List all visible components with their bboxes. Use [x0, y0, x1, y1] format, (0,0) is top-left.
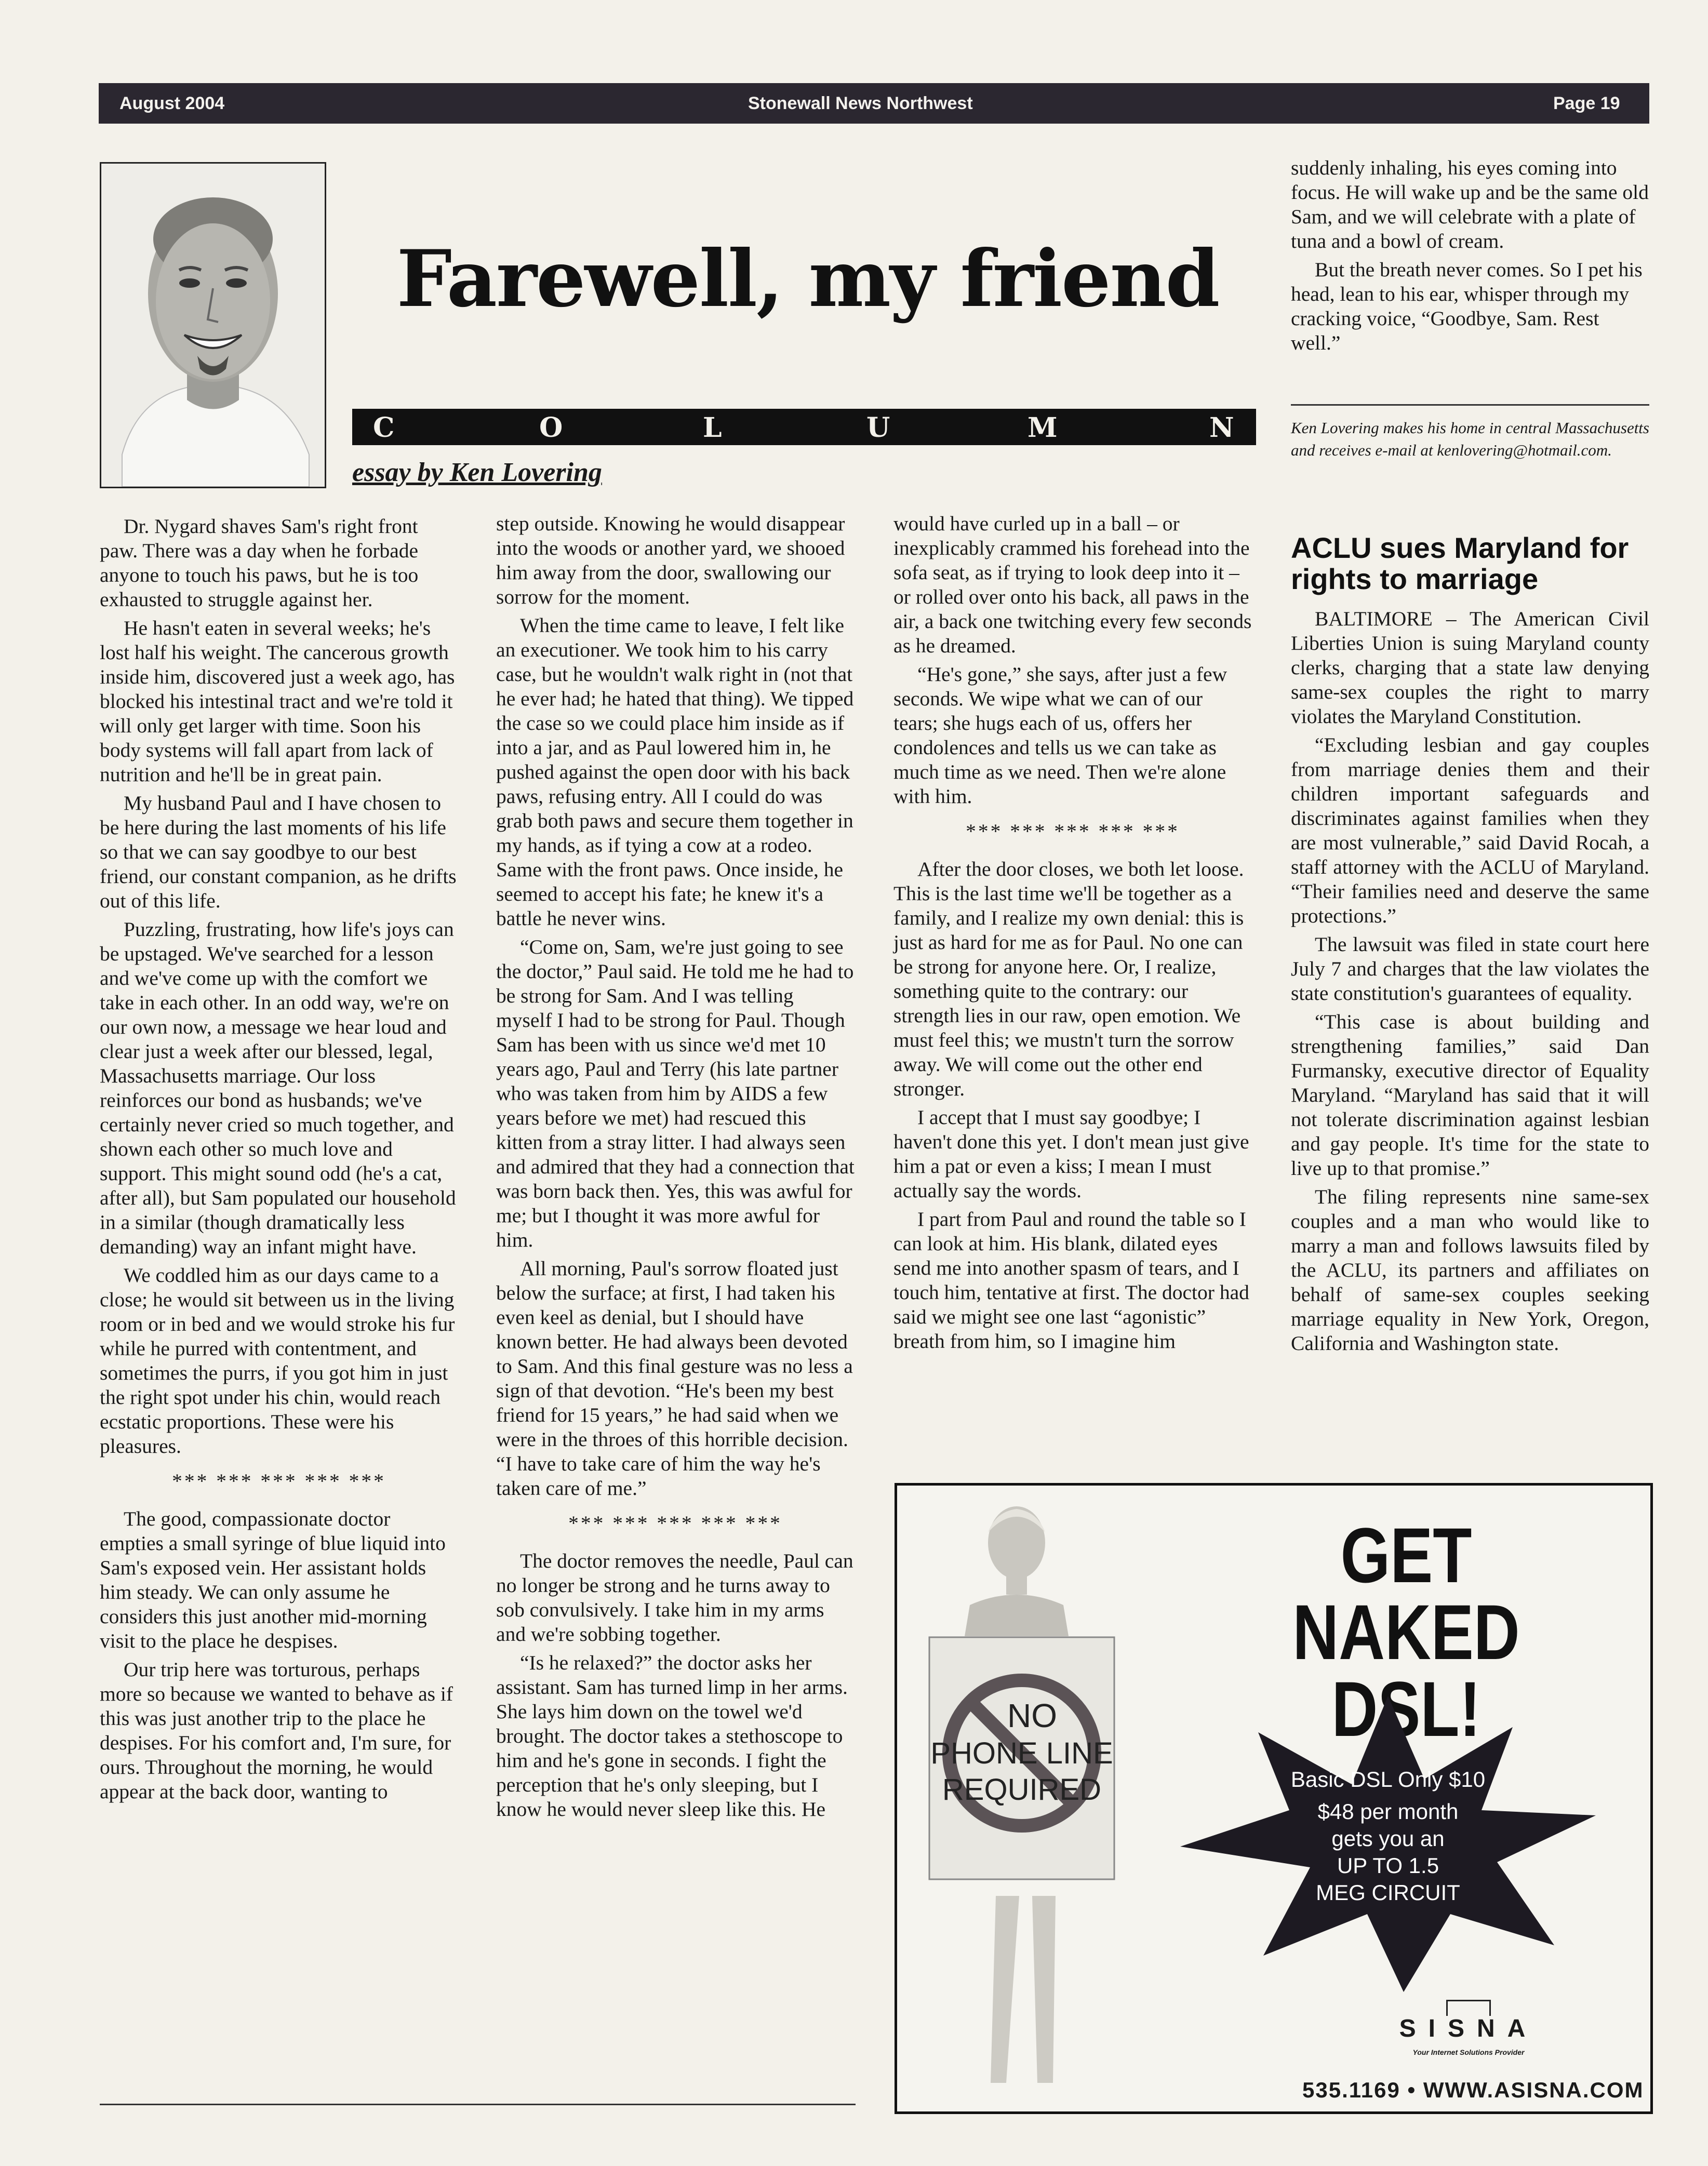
bottom-divider [100, 2104, 856, 2105]
paragraph: The good, compassionate doctor empties a small syringe of blue liquid into Sam's exposed vein. Her assistant holds him steady. We can only assume he considers this just another mid-morning visit to the place he despises. [100, 1507, 446, 1652]
paragraph: Dr. Nygard shaves Sam's right front paw. There was a day when he forbade anyone to touch his paws, but he is too exhausted to struggle against her. [100, 515, 419, 611]
section-letter: N [1209, 412, 1234, 444]
article-column-3 [893, 512, 1252, 1358]
news-body [1291, 607, 1649, 1360]
logo-text: SISNA [1399, 2015, 1538, 2042]
offer-line: UP TO 1.5 [1337, 1853, 1439, 1878]
section-separator: *** *** *** *** *** [568, 1512, 782, 1534]
article-column-1 [100, 514, 458, 1808]
paragraph: The filing represents nine same-sex couples and a man who would like to marry a man and follows lawsuits filed by the ACLU, its partners and affiliates on behalf of same-sex couples seeking marriage equality in New York, Oregon, California and Washington state. [1291, 1185, 1649, 1355]
paragraph: step outside. Knowing he would disappear into the woods or another yard, we shooed him away from the door, swallowing our sorrow for the moment. [496, 512, 845, 608]
offer-line: MEG CIRCUIT [1316, 1880, 1460, 1905]
sisna-logo [1391, 2000, 1546, 2056]
issue-date: August 2004 [119, 93, 225, 113]
ad-contact-info[interactable]: 535.1169 • WWW.ASISNA.COM [1302, 2078, 1644, 2102]
section-letter: U [866, 412, 890, 444]
section-separator: *** *** *** *** *** [172, 1469, 386, 1492]
ad-headline-line1: GET [1340, 1512, 1472, 1599]
paragraph: The lawsuit was filed in state court here July 7 and charges that the law violates the state constitution's guarantees of equality. [1291, 933, 1649, 1005]
byline: essay by Ken Lovering [352, 458, 602, 487]
paragraph: “He's gone,” she says, after just a few seconds. We wipe what we can of our tears; she hugs each of us, offers her condolences and tells us we can take as much time as we need. Then we're alone with him. [893, 663, 1227, 808]
paragraph: When the time came to leave, I felt like an executioner. We took him to his carry case, but he wouldn't walk right in (not that he ever had; he hated that thing). We tipped the case so we could place him inside as if into a jar, and as Paul lowered him in, he pushed against the open door with his back paws, refusing entry. All I could do was grab both paws and secure them together in my hands, as if tying a cow at a rodeo. Same with the front paws. Once inside, he seemed to accept his fate; he knew it's a battle he never wins. [496, 614, 854, 930]
dsl-advertisement [895, 1483, 1653, 2114]
paragraph: “Is he relaxed?” the doctor asks her assistant. Sam has turned limp in her arms. She lays him down on the towel we'd brought. The doctor takes a stethoscope to him and he's gone in seconds. I fight the perception that he's only sleeping, but I know he would never sleep like this. He [496, 1651, 848, 1821]
bio-divider [1291, 404, 1649, 406]
section-letter: O [539, 412, 563, 444]
news-headline: ACLU sues Maryland for rights to marriage [1291, 531, 1629, 595]
offer-line: gets you an [1331, 1826, 1445, 1851]
paragraph: suddenly inhaling, his eyes coming into focus. He will wake up and be the same old Sam, and we will celebrate with a plate of tuna and a bowl of cream. [1291, 156, 1649, 252]
paragraph: He hasn't eaten in several weeks; he's lost half his weight. The cancerous growth inside him, discovered just a week ago, has blocked his intestinal tract and we're told it will only get larger with time. Soon his body systems will fall apart from lack of nutrition and he'll be in great pain. [100, 617, 455, 786]
paragraph: Puzzling, frustrating, how life's joys can be upstaged. We've searched for a lesson and we've come up with the comfort we take in each other. In an odd way, we're on our own now, a message we hear loud and clear just a week after our blessed, legal, Massachusetts marriage. Our loss reinforces our bond as husbands; we've certainly never cried so much together, and shown each other so much love and support. This might sound odd (he's a cat, after all), but Sam populated our household in a similar (though dramatically less demanding) way an infant might have. [100, 918, 456, 1258]
sign-text-line1: NO [1007, 1697, 1057, 1734]
publication-name: Stonewall News Northwest [748, 93, 973, 113]
paragraph: would have curled up in a ball – or inexplicably crammed his forehead into the sofa seat, as if trying to look deep into it – or rolled over onto his back, all paws in the air, a back one twitching every few seconds as he dreamed. [893, 512, 1252, 657]
page-number: Page 19 [1553, 93, 1620, 113]
paragraph: BALTIMORE – The American Civil Liberties Union is suing Maryland county clerks, charging that a state law denying same-sex couples the right to marry violates the Maryland Constitution. [1291, 607, 1649, 728]
paragraph: I part from Paul and round the table so I can look at him. His blank, dilated eyes send me into another spasm of tears, and I touch him, tentative at first. The doctor had said we might see one last “agonistic” breath from him, so I imagine him [893, 1208, 1249, 1353]
paragraph: Our trip here was torturous, perhaps more so because we wanted to behave as if this was just another trip to the place he despises. For his comfort and, I'm sure, for ours. Throughout the morning, he would appear at the back door, wanting to [100, 1658, 453, 1803]
offer-line: $48 per month [1317, 1799, 1459, 1824]
sign-board [928, 1636, 1115, 1880]
ad-headline-line2: NAKED DSL! [1292, 1588, 1520, 1753]
author-bio: Ken Lovering makes his home in central Massachusetts and receives e-mail at kenlovering@hotmail.com. [1291, 419, 1649, 459]
paragraph: I accept that I must say goodbye; I haven't done this yet. I don't mean just give him a pat or even a kiss; I mean I must actually say the words. [893, 1106, 1249, 1202]
section-letter: M [1028, 412, 1058, 444]
article-column-2 [496, 512, 855, 1826]
logo-tagline: Your Internet Solutions Provider [1412, 2048, 1525, 2056]
page-header-bar [99, 83, 1649, 124]
section-separator: *** *** *** *** *** [966, 820, 1180, 843]
paragraph: After the door closes, we both let loose. This is the last time we'll be together as a family, and I realize my own denial: this is just as hard for me as for Paul. No one can be strong for anyone here. Or, I realize, something quite to the contrary: our strength lies in our raw, open emotion. We must feel this; we mustn't turn the sorrow away. We will come out the other end stronger. [893, 858, 1244, 1100]
article-column-4 [1291, 156, 1649, 359]
paragraph: “Come on, Sam, we're just going to see the doctor,” Paul said. He told me he had to be strong for Sam. And I was telling myself I had to be strong for Paul. Though Sam has been with us since we'd met 10 years ago, Paul and Terry (his late partner who was taken from him by AIDS a few years before we met) had rescued this kitten from a stray litter. I had always seen and admired that they had a connection that was born back then. Yes, this was awful for me; but I thought it was more awful for him. [496, 935, 855, 1251]
paragraph: We coddled him as our days came to a close; he would sit between us in the living room or in bed and we would stroke his fur while he purred with contentment, and sometimes the purrs, if you got him in just the right spot under his chin, would reach ecstatic proportions. These were his pleasures. [100, 1264, 455, 1458]
article-title: Farewell, my friend [396, 233, 1219, 325]
paragraph: My husband Paul and I have chosen to be here during the last moments of his life so that we can say goodbye to our best friend, our constant companion, as he drifts out of this life. [100, 792, 457, 912]
paragraph: “Excluding lesbian and gay couples from marriage denies them and their children important safeguards and discriminates against families when they are most vulnerable,” said David Rocah, a staff attorney with the ACLU of Maryland. “Their families need and deserve the same protections.” [1291, 733, 1649, 927]
section-letter: L [703, 412, 722, 444]
paragraph: “This case is about building and strengthening families,” said Dan Furmansky, executive director of Equality Maryland. “Maryland has said that it will not tolerate discrimination against lesbian and gay people. It's time for the state to live up to that promise.” [1291, 1010, 1649, 1180]
author-photo [100, 162, 326, 488]
section-label-bar [352, 409, 1256, 445]
section-letter: C [373, 412, 395, 444]
sign-text-line2: PHONE LINE [930, 1736, 1113, 1770]
paragraph: All morning, Paul's sorrow floated just below the surface; at first, I had taken his even keel as denial, but I should have known better. He had always been devoted to Sam. And this final gesture was no less a sign of that devotion. “He's been my best friend for 15 years,” he had said when we were in the throes of this horrible decision. “I have to take care of him the way he's taken care of me.” [496, 1257, 853, 1500]
sign-text-line3: REQUIRED [942, 1773, 1102, 1807]
paragraph: But the breath never comes. So I pet his head, lean to his ear, whisper through my cracking voice, “Goodbye, Sam. Rest well.” [1291, 258, 1643, 354]
ad-offer-text [1266, 1766, 1510, 1906]
offer-line: Basic DSL Only $10 [1290, 1767, 1486, 1791]
paragraph: The doctor removes the needle, Paul can no longer be strong and he turns away to sob convulsively. I take him in my arms and we're sobbing together. [496, 1549, 853, 1646]
